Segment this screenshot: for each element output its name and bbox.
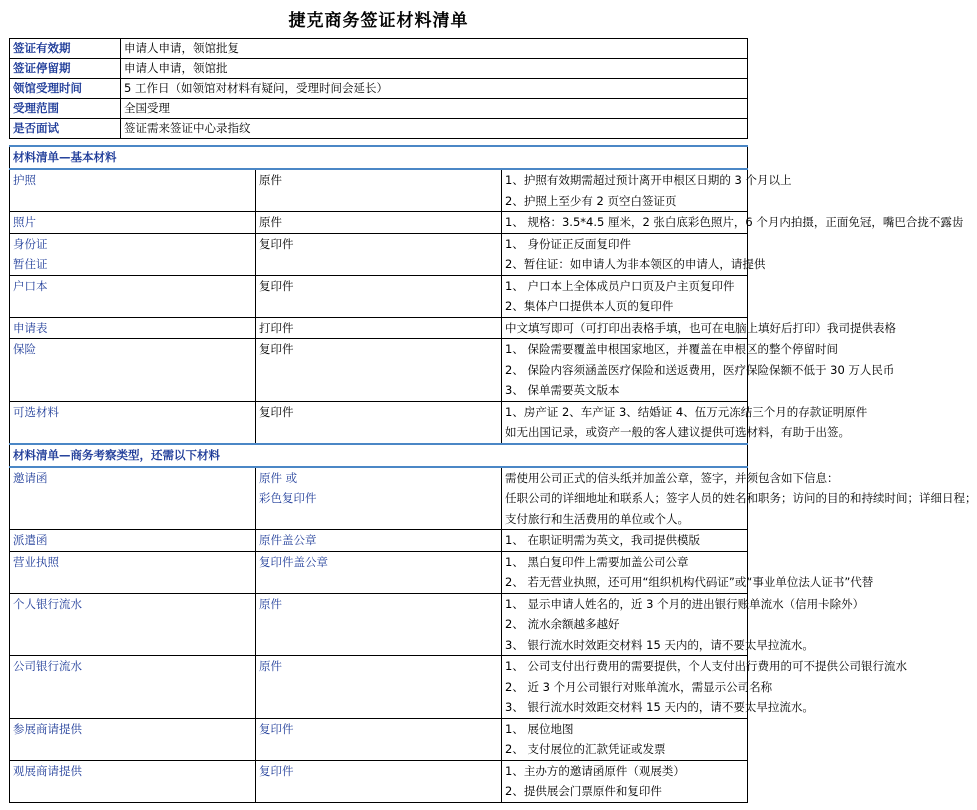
requirement-line: 2、 近 3 个月公司银行对账单流水，需显示公司名称 xyxy=(505,679,773,694)
material-type-line: 复印件 xyxy=(259,721,294,736)
requirement-line: 2、 若无营业执照，还可用“组织机构代码证”或“事业单位法人证书”代替 xyxy=(505,575,874,589)
material-requirements xyxy=(502,656,907,719)
material-type xyxy=(256,169,502,212)
material-name-line: 营业执照 xyxy=(13,554,59,569)
requirement-line: 1、主办方的邀请函原件（观展类） xyxy=(505,763,685,778)
requirement-line: 1、 在职证明需为英文，我司提供模版 xyxy=(505,533,700,547)
requirement-line: 任职公司的详细地址和联系人；签字人员的姓名和职务；访问的目的和持续时间；详细日程； xyxy=(505,491,977,505)
requirement-line: 2、 保险内容须涵盖医疗保险和送返费用，医疗保险保额不低于 30 万人民币 xyxy=(505,362,895,377)
requirement-line: 支付旅行和生活费用的单位或个人。 xyxy=(505,511,689,526)
material-row xyxy=(10,401,748,444)
summary-row xyxy=(10,79,748,99)
material-type-line: 原件 xyxy=(259,215,282,229)
material-name xyxy=(10,339,256,402)
requirement-line: 2、 支付展位的汇款凭证或发票 xyxy=(505,742,666,756)
summary-label: 签证有效期 xyxy=(10,39,121,59)
material-type xyxy=(256,212,502,234)
summary-label: 领馆受理时间 xyxy=(10,79,121,99)
section-header: 材料清单—商务考察类型，还需以下材料 xyxy=(10,444,748,467)
material-type-line: 彩色复印件 xyxy=(259,491,317,505)
material-type xyxy=(256,233,502,275)
requirement-line: 3、 保单需要英文版本 xyxy=(505,383,620,397)
material-type-line: 复印件 xyxy=(259,278,294,293)
material-row xyxy=(10,212,748,234)
requirement-line: 1、 规格：3.5*4.5 厘米，2 张白底彩色照片，6 个月内拍摄，正面免冠，嘴巴合拢不露齿 xyxy=(505,215,964,229)
material-type xyxy=(256,339,502,402)
requirement-line: 如无出国记录，或资产一般的客人建议提供可选材料，有助于出签。 xyxy=(505,425,850,439)
requirement-line: 1、 展位地图 xyxy=(505,721,574,736)
material-name-line: 护照 xyxy=(13,173,36,187)
material-type xyxy=(256,317,502,339)
section-header: 材料清单—基本材料 xyxy=(10,146,748,169)
section-header-row xyxy=(10,444,748,467)
material-type xyxy=(256,467,502,530)
material-type-line: 原件 xyxy=(259,659,282,673)
material-type-line: 复印件 xyxy=(259,763,294,778)
summary-value: 申请人申请，领馆批 xyxy=(121,59,748,79)
material-row xyxy=(10,656,748,719)
material-name xyxy=(10,233,256,275)
summary-row xyxy=(10,99,748,119)
material-requirements xyxy=(502,530,748,552)
summary-label: 受理范围 xyxy=(10,99,121,119)
summary-row xyxy=(10,39,748,59)
material-name xyxy=(10,169,256,212)
material-type-line: 复印件 xyxy=(259,236,294,251)
material-requirements xyxy=(502,401,868,444)
materials-table xyxy=(9,145,977,803)
requirement-line: 中文填写即可（可打印出表格手填，也可在电脑上填好后打印）我司提供表格 xyxy=(505,320,896,335)
summary-row xyxy=(10,119,748,139)
requirement-line: 2、 流水余额越多越好 xyxy=(505,617,620,631)
material-row xyxy=(10,339,748,402)
material-requirements xyxy=(502,275,748,317)
material-type xyxy=(256,530,502,552)
material-type-line: 打印件 xyxy=(259,320,294,335)
material-name xyxy=(10,760,256,802)
material-type-line: 原件盖公章 xyxy=(259,533,317,547)
summary-value: 申请人申请，领馆批复 xyxy=(121,39,748,59)
requirement-line: 1、 户口本上全体成员户口页及户主页复印件 xyxy=(505,278,735,293)
requirement-line: 1、 黑白复印件上需要加盖公司公章 xyxy=(505,554,689,569)
requirement-line: 3、 银行流水时效距交材料 15 天内的，请不要太早拉流水。 xyxy=(505,637,814,652)
material-type xyxy=(256,401,502,444)
summary-row xyxy=(10,59,748,79)
material-row xyxy=(10,275,748,317)
material-name xyxy=(10,317,256,339)
material-type xyxy=(256,275,502,317)
material-name-line: 观展商请提供 xyxy=(13,763,82,778)
requirement-line: 3、 银行流水时效距交材料 15 天内的，请不要太早拉流水。 xyxy=(505,700,814,714)
material-requirements xyxy=(502,551,874,593)
material-row xyxy=(10,551,748,593)
material-requirements xyxy=(502,212,964,234)
requirement-line: 1、 保险需要覆盖申根国家地区，并覆盖在申根区的整个停留时间 xyxy=(505,342,838,356)
summary-label: 是否面试 xyxy=(10,119,121,139)
requirement-line: 2、提供展会门票原件和复印件 xyxy=(505,784,662,798)
material-type-line: 复印件盖公章 xyxy=(259,554,328,569)
page-title: 捷克商务签证材料清单 xyxy=(288,11,469,31)
material-type-line: 原件 xyxy=(259,596,282,611)
material-name-line: 参展商请提供 xyxy=(13,721,82,736)
summary-value: 全国受理 xyxy=(121,99,748,119)
material-name-line: 身份证 xyxy=(13,236,48,251)
material-type xyxy=(256,718,502,760)
material-type-line: 原件 xyxy=(259,173,282,187)
material-name-line: 照片 xyxy=(13,215,36,229)
summary-value: 5 工作日（如领馆对材料有疑问，受理时间会延长） xyxy=(121,79,748,99)
material-type-line: 复印件 xyxy=(259,342,294,356)
material-row xyxy=(10,530,748,552)
material-name-line: 公司银行流水 xyxy=(13,659,82,673)
material-name xyxy=(10,718,256,760)
material-type-line: 原件 或 xyxy=(259,470,298,485)
material-requirements xyxy=(502,169,792,212)
material-row xyxy=(10,760,748,802)
material-name-line: 可选材料 xyxy=(13,404,59,419)
requirement-line: 2、暂住证：如申请人为非本领区的申请人，请提供 xyxy=(505,257,766,271)
material-row xyxy=(10,593,748,656)
material-name xyxy=(10,593,256,656)
material-name xyxy=(10,656,256,719)
requirement-line: 1、 公司支付出行费用的需要提供，个人支付出行费用的可不提供公司银行流水 xyxy=(505,659,907,673)
material-requirements xyxy=(502,233,766,275)
summary-table xyxy=(9,38,748,139)
summary-value: 签证需来签证中心录指纹 xyxy=(121,119,748,139)
material-name xyxy=(10,275,256,317)
requirement-line: 2、护照上至少有 2 页空白签证页 xyxy=(505,193,677,208)
material-type xyxy=(256,593,502,656)
summary-label: 签证停留期 xyxy=(10,59,121,79)
material-name xyxy=(10,401,256,444)
material-requirements xyxy=(502,317,896,339)
requirement-line: 1、房产证 2、车产证 3、结婚证 4、伍万元冻结三个月的存款证明原件 xyxy=(505,404,868,419)
material-name-line: 保险 xyxy=(13,342,36,356)
material-requirements xyxy=(502,467,977,530)
material-name-line: 邀请函 xyxy=(13,470,48,485)
requirement-line: 2、集体户口提供本人页的复印件 xyxy=(505,299,674,313)
material-row xyxy=(10,169,748,212)
requirement-line: 1、 身份证正反面复印件 xyxy=(505,236,631,251)
section-header-row xyxy=(10,146,748,169)
requirement-line: 1、 显示申请人姓名的，近 3 个月的进出银行账单流水（信用卡除外） xyxy=(505,596,865,611)
material-name-line: 户口本 xyxy=(13,278,48,293)
requirement-line: 1、护照有效期需超过预计离开申根区日期的 3 个月以上 xyxy=(505,173,792,187)
material-requirements xyxy=(502,593,865,656)
material-name-line: 派遣函 xyxy=(13,533,48,547)
material-name xyxy=(10,551,256,593)
material-requirements xyxy=(502,718,748,760)
requirement-line: 需使用公司正式的信头纸并加盖公章，签字，并须包含如下信息： xyxy=(505,470,839,485)
material-row xyxy=(10,233,748,275)
material-name xyxy=(10,467,256,530)
material-type-line: 复印件 xyxy=(259,404,294,419)
material-requirements xyxy=(502,760,748,802)
material-name-line: 暂住证 xyxy=(13,257,48,271)
material-name-line: 个人银行流水 xyxy=(13,596,82,611)
material-type xyxy=(256,760,502,802)
material-name xyxy=(10,530,256,552)
material-row xyxy=(10,718,748,760)
material-type xyxy=(256,656,502,719)
material-requirements xyxy=(502,339,895,402)
materials-body xyxy=(10,146,977,802)
material-row xyxy=(10,317,748,339)
material-name-line: 申请表 xyxy=(13,320,48,335)
material-type xyxy=(256,551,502,593)
material-row xyxy=(10,467,748,530)
material-name xyxy=(10,212,256,234)
